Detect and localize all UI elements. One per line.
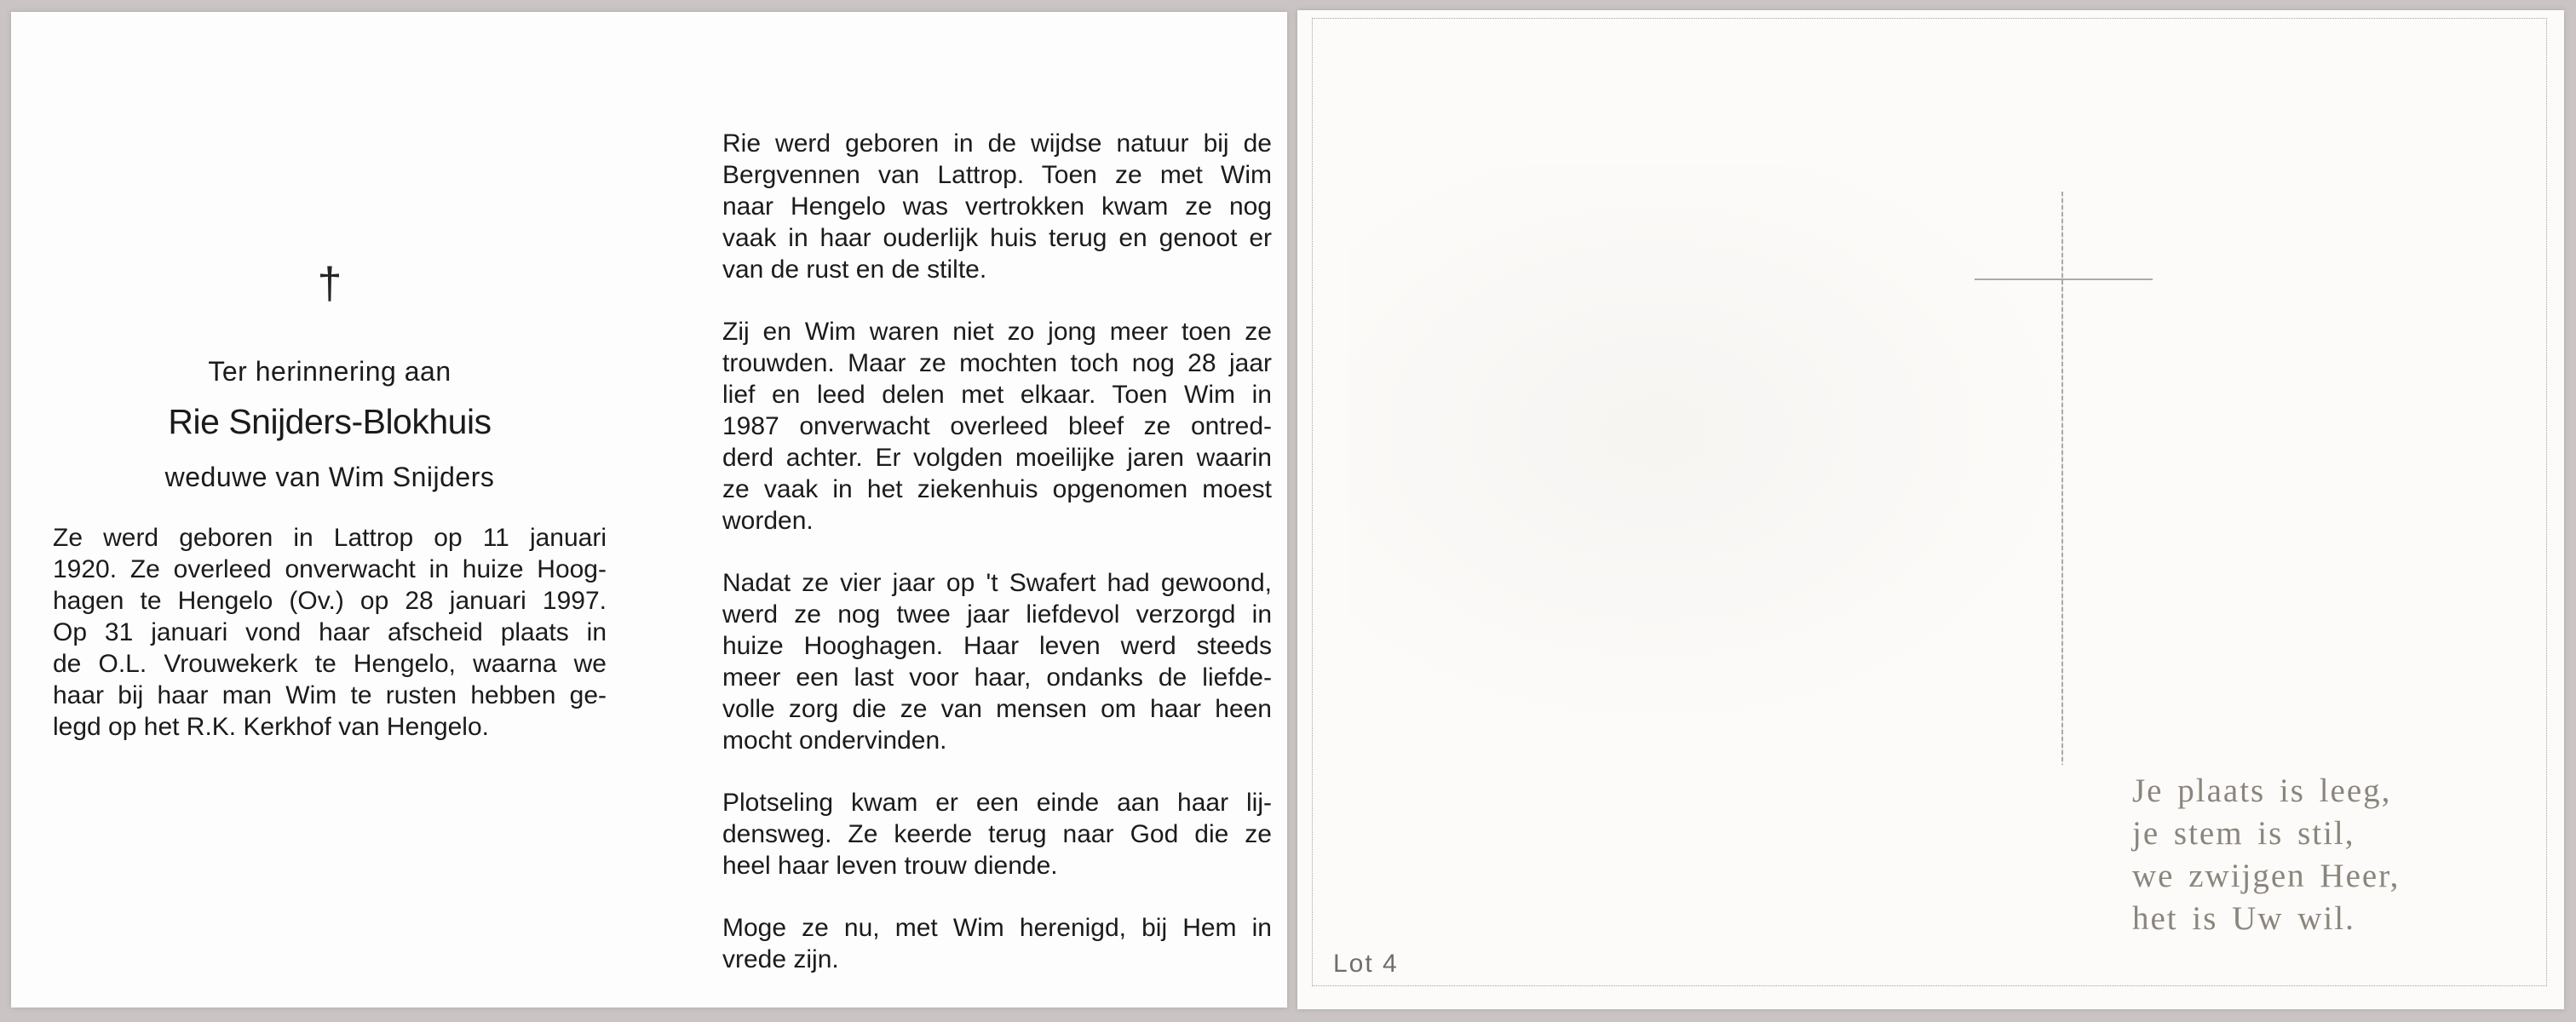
text-line: hagen te Hengelo (Ov.) op 28 januari 1997.: [53, 587, 607, 615]
life-story-paragraph-3: [722, 567, 1272, 756]
text-line: Ze werd geboren in Lattrop op 11 januari: [53, 524, 607, 552]
text-line: Nadat ze vier jaar op 't Swafert had gewoond,: [722, 569, 1272, 597]
text-line: vrede zijn.: [722, 945, 839, 973]
life-story-paragraph-4: [722, 787, 1272, 881]
text-line: je stem is stil,: [2132, 815, 2355, 852]
text-line: werd ze nog twee jaar liefdevol verzorgd in: [722, 600, 1272, 629]
text-line: worden.: [722, 507, 814, 535]
text-line: Bergvennen van Lattrop. Toen ze met Wim: [722, 161, 1272, 189]
text-line: Zij en Wim waren niet zo jong meer toen ze: [722, 318, 1272, 346]
text-line: trouwden. Maar ze mochten toch nog 28 jaar: [722, 349, 1272, 377]
text-line: derd achter. Er volgden moeilijke jaren waarin: [722, 444, 1272, 472]
text-line: densweg. Ze keerde terug naar God die ze: [722, 820, 1272, 848]
text-line: de O.L. Vrouwekerk te Hengelo, waarna we: [53, 650, 607, 678]
text-line: Op 31 januari vond haar afscheid plaats in: [53, 618, 607, 646]
text-line: heel haar leven trouw diende.: [722, 852, 1058, 880]
text-line: we zwijgen Heer,: [2132, 858, 2401, 894]
life-story-paragraph-2: [722, 316, 1272, 537]
life-story-paragraph-5: [722, 912, 1272, 975]
text-line: volle zorg die ze van mensen om haar heen: [722, 695, 1272, 723]
birth-death-paragraph: [53, 522, 607, 743]
text-line: Je plaats is leeg,: [2132, 772, 2392, 809]
memorial-cross-symbol: †: [317, 259, 342, 308]
text-line: Rie werd geboren in de wijdse natuur bij de: [722, 129, 1272, 158]
text-line: van de rust en de stilte.: [722, 256, 987, 284]
text-line: Plotseling kwam er een einde aan haar lij-: [722, 789, 1272, 817]
text-line: Moge ze nu, met Wim herenigd, bij Hem in: [722, 914, 1272, 942]
dedication-line: Ter herinnering aan: [208, 356, 451, 387]
life-story-paragraph-1: [722, 128, 1272, 285]
lot-number: Lot 4: [1333, 950, 1399, 978]
text-line: 1987 onverwacht overleed bleef ze ontred-: [722, 412, 1272, 440]
deceased-name: Rie Snijders-Blokhuis: [168, 402, 492, 441]
text-line: haar bij haar man Wim te rusten hebben ge-: [53, 681, 607, 709]
text-line: mocht ondervinden.: [722, 726, 947, 755]
text-line: huize Hooghagen. Haar leven werd steeds: [722, 632, 1272, 660]
memorial-card-back-cover: [1297, 10, 2564, 1009]
text-line: vaak in haar ouderlijk huis terug en genoot er: [722, 224, 1272, 252]
text-line: het is Uw wil.: [2132, 900, 2355, 937]
cross-line-vertical-icon: [2061, 192, 2063, 765]
widow-subtitle: weduwe van Wim Snijders: [164, 462, 495, 492]
scan-smudge: [1348, 164, 2115, 760]
text-line: legd op het R.K. Kerkhof van Hengelo.: [53, 713, 489, 741]
text-line: meer een last voor haar, ondanks de liefde-: [722, 663, 1272, 692]
text-line: 1920. Ze overleed onverwacht in huize Hoog-: [53, 555, 607, 583]
memorial-card-inner-spread: [11, 12, 1287, 1008]
memorial-verse: [2132, 770, 2541, 940]
text-line: naar Hengelo was vertrokken kwam ze nog: [722, 192, 1272, 221]
text-line: ze vaak in het ziekenhuis opgenomen moest: [722, 475, 1272, 503]
text-line: lief en leed delen met elkaar. Toen Wim in: [722, 381, 1272, 409]
cross-line-horizontal-icon: [1975, 278, 2153, 280]
